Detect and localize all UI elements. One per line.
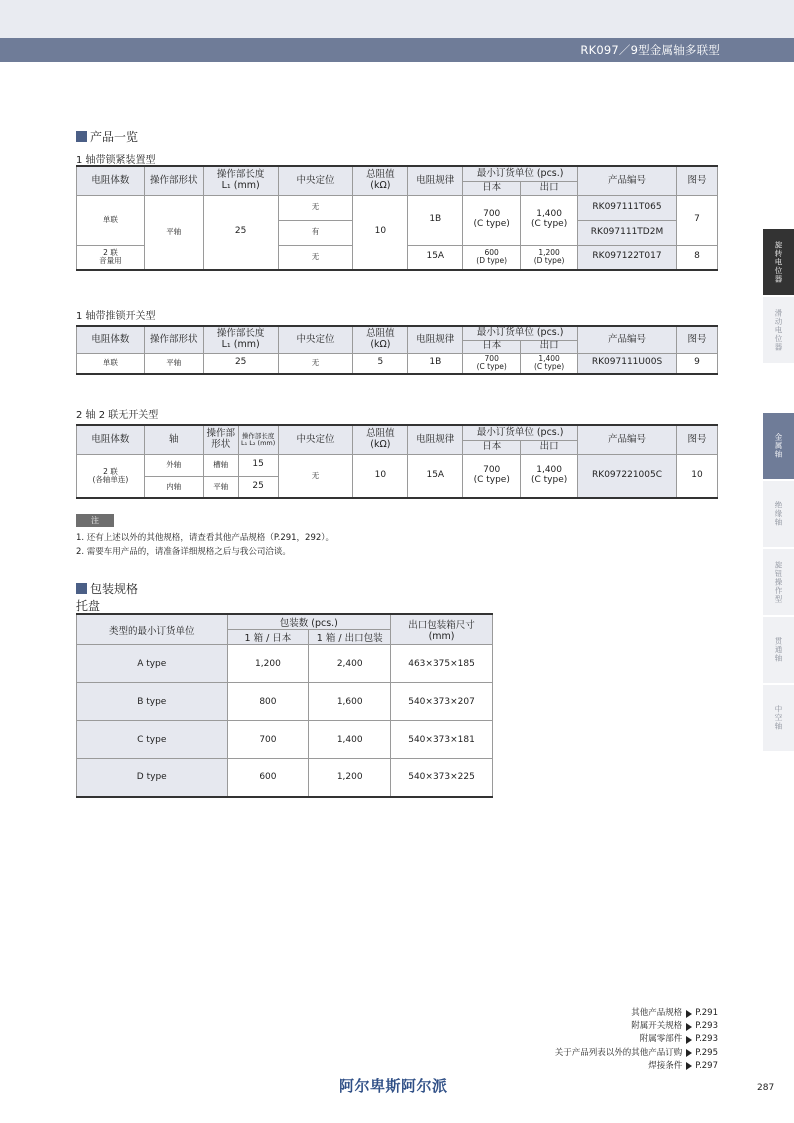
triangle-right-icon — [686, 1010, 692, 1018]
brand-logo: 阿尔卑斯阿尔派 — [339, 1077, 448, 1095]
table-row: B type 800 1,600 540×373×207 — [77, 683, 493, 721]
sidetab-rotary[interactable]: 旋转电位器 — [763, 229, 794, 295]
packaging-subheading: 托盘 — [76, 599, 101, 613]
cell-units: 单联 — [77, 195, 145, 245]
table-row: C type 700 1,400 540×373×181 — [77, 721, 493, 759]
sidetab-hollow-shaft[interactable]: 中空轴 — [763, 685, 794, 751]
sidetab-metal-shaft[interactable]: 金属轴 — [763, 413, 794, 479]
product-code: RK097122T017 — [578, 245, 677, 270]
table-row: D type 600 1,200 540×373×225 — [77, 759, 493, 797]
table-push-switch: 电阻体数 操作部形状 操作部长度 L₁ (mm) 中央定位 总阻值 (kΩ) 电阻规律 最小订货单位 (pcs.) 产品编号 图号 日本 出口 单联 平轴 25 无 5 1B 700 (C type) 1,400 (C type) RK097111U00S 9 — [76, 325, 718, 375]
table-row: A type 1,200 2,400 463×375×185 — [77, 645, 493, 683]
triangle-right-icon — [686, 1049, 692, 1057]
table2-caption: 1 轴带推锁开关型 — [76, 311, 156, 322]
table-packaging: 类型的最小订货单位 包装数 (pcs.) 出口包装箱尺寸 (mm) 1 箱 / 日本 1 箱 / 出口包装 A type 1,200 2,400 463×375×185 B type 800 1,600 540×373×207 C type 700 1,400 540×373×181 D type 600 1,200 540×373×225 — [76, 613, 493, 798]
product-code: RK097111TD2M — [578, 220, 677, 245]
page-title: RK097／9型金属轴多联型 — [580, 43, 720, 57]
sidetab-knob-type[interactable]: 旋钮操作型 — [763, 549, 794, 615]
square-bullet-icon — [76, 583, 87, 594]
triangle-right-icon — [686, 1036, 692, 1044]
triangle-right-icon — [686, 1023, 692, 1031]
note-line-1: 1. 还有上述以外的其他规格，请查看其他产品规格（P.291，292）。 — [76, 533, 335, 543]
sidetab-through-shaft[interactable]: 贯通轴 — [763, 617, 794, 683]
product-code: RK097111T065 — [578, 195, 677, 220]
section-heading-packaging: 包装规格 — [76, 580, 138, 597]
footer-link[interactable]: 焊接条件 P.297 — [648, 1060, 718, 1071]
table3-caption: 2 轴 2 联无开关型 — [76, 410, 159, 421]
cell-shape: 平轴 — [144, 195, 203, 270]
sidetab-insulated-shaft[interactable]: 绝缘轴 — [763, 481, 794, 547]
product-code: RK097111U00S — [578, 353, 677, 374]
footer-link[interactable]: 附属零部件 P.293 — [639, 1034, 718, 1045]
table-dual-shaft: 电阻体数 轴 操作部 形状 操作部长度 L₁ L₂ (mm) 中央定位 总阻值 (kΩ) 电阻规律 最小订货单位 (pcs.) 产品编号 图号 日本 出口 2 联 (各轴单连) 外轴 槽轴 15 无 10 15A 700 (C type) 1,400 (C type) RK097221005C 10 内轴 平轴 25 — [76, 424, 718, 499]
header-light-band — [0, 0, 794, 38]
footer-link[interactable]: 其他产品规格 P.291 — [631, 1008, 718, 1018]
note-tag: 注 — [76, 514, 114, 527]
footer-links — [555, 1007, 718, 1073]
header-bar — [0, 38, 794, 62]
sidetab-slide[interactable]: 滑动电位器 — [763, 297, 794, 363]
section-heading-products: 产品一览 — [76, 128, 138, 145]
triangle-right-icon — [686, 1062, 692, 1070]
table1-caption: 1 轴带锁紧装置型 — [76, 155, 156, 166]
square-bullet-icon — [76, 131, 87, 142]
note-line-2: 2. 需要车用产品的，请准备详细规格之后与我公司洽谈。 — [76, 547, 291, 557]
table-lock-type: 电阻体数 操作部形状 操作部长度 L₁ (mm) 中央定位 总阻值 (kΩ) 电阻规律 最小订货单位 (pcs.) 产品编号 图号 日本 出口 单联 平轴 25 无 10 1B 700 (C type) 1,400 (C type) RK097111T065 7 有 RK097111TD2M 2 联 音量用 无 15A 600 (D type) 1,200 (D type) RK097122T017 8 — [76, 165, 718, 271]
footer-link[interactable]: 附属开关规格 P.293 — [631, 1021, 718, 1032]
cell-length: 25 — [203, 195, 278, 270]
footer-link[interactable]: 关于产品列表以外的其他产品订购 P.295 — [554, 1047, 718, 1058]
product-code: RK097221005C — [578, 454, 677, 498]
page-number: 287 — [757, 1083, 775, 1093]
